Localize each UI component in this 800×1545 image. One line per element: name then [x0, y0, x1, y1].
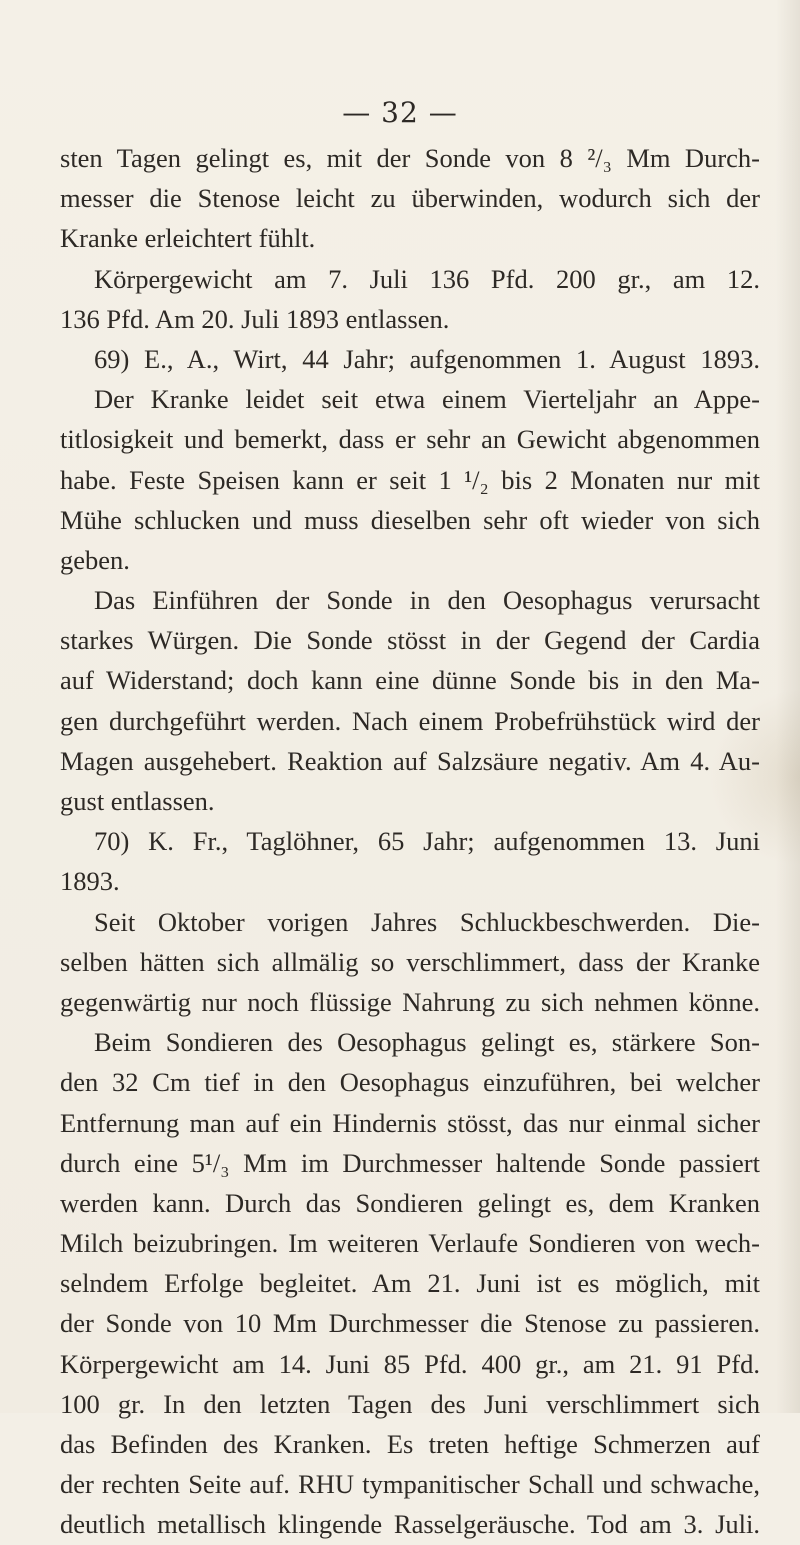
text-line: 69) E., A., Wirt, 44 Jahr; aufgenommen 1. August 1893. — [94, 343, 760, 374]
text-line: Das Einführen der Sonde in den Oesophagus verursacht — [94, 585, 760, 616]
text-line: werden kann. Durch das Sondieren gelingt es, dem Kranken — [60, 1187, 760, 1218]
text-line: Mühe schlucken und muss dieselben sehr oft wieder von sich — [60, 504, 760, 535]
text-line: der Sonde von 10 Mm Durchmesser die Stenose zu passieren. — [60, 1308, 760, 1339]
text-line: Körpergewicht am 14. Juni 85 Pfd. 400 gr., am 21. 91 Pfd. — [60, 1348, 760, 1379]
text-line: selndem Erfolge begleitet. Am 21. Juni ist es möglich, mit — [60, 1268, 760, 1299]
text-line: Seit Oktober vorigen Jahres Schluckbeschwerden. Die- — [94, 906, 760, 937]
text-line: geben. — [60, 544, 130, 575]
text-line: Magen ausgehebert. Reaktion auf Salzsäure negativ. Am 4. Au- — [60, 745, 760, 776]
text-line: Milch beizubringen. Im weiteren Verlaufe Sondieren von wech- — [60, 1228, 760, 1259]
text-line: 70) K. Fr., Taglöhner, 65 Jahr; aufgenommen 13. Juni — [94, 826, 760, 857]
text-line: 100 gr. In den letzten Tagen des Juni verschlimmert sich — [60, 1388, 760, 1419]
page-number: — 32 — — [342, 96, 458, 129]
text-line: gust entlassen. — [60, 786, 215, 816]
text-line: 1893. — [60, 866, 120, 897]
text-line: 136 Pfd. Am 20. Juli 1893 entlassen. — [60, 303, 450, 334]
text-line: gegenwärtig nur noch flüssige Nahrung zu sich nehmen könne. — [60, 986, 760, 1017]
text-line: titlosigkeit und bemerkt, dass er sehr an Gewicht abgenommen — [60, 424, 760, 455]
text-line: sten Tagen gelingt es, mit der Sonde von 8 ²/₃ Mm Durch- — [60, 143, 760, 173]
text-line: der rechten Seite auf. RHU tympanitischer Schall und schwache, — [60, 1469, 760, 1500]
text-line: den 32 Cm tief in den Oesophagus einzuführen, bei welcher — [60, 1067, 760, 1098]
text-line: messer die Stenose leicht zu überwinden, wodurch sich der — [60, 183, 760, 214]
page-edge-shadow — [776, 0, 800, 1413]
text-line: Der Kranke leidet seit etwa einem Vierteljahr an Appe- — [94, 384, 760, 415]
text-line: das Befinden des Kranken. Es treten heftige Schmerzen auf — [60, 1429, 760, 1459]
text-line: Beim Sondieren des Oesophagus gelingt es, stärkere Son- — [94, 1027, 760, 1058]
text-line: habe. Feste Speisen kann er seit 1 ¹/₂ bis 2 Monaten nur mit — [60, 464, 760, 495]
text-line: Körpergewicht am 7. Juli 136 Pfd. 200 gr., am 12. — [94, 263, 760, 294]
body-text — [60, 138, 760, 1545]
text-line: auf Widerstand; doch kann eine dünne Sonde bis in den Ma- — [60, 665, 760, 696]
text-line: gen durchgeführt werden. Nach einem Probefrühstück wird der — [60, 705, 760, 736]
text-line: starkes Würgen. Die Sonde stösst in der Gegend der Cardia — [60, 625, 760, 656]
text-line: Entfernung man auf ein Hindernis stösst, das nur einmal sicher — [60, 1107, 760, 1138]
text-line: Kranke erleichtert fühlt. — [60, 223, 316, 254]
text-line: durch eine 5¹/₃ Mm im Durchmesser haltende Sonde passiert — [60, 1147, 760, 1178]
text-line: selben hätten sich allmälig so verschlimmert, dass der Kranke — [60, 946, 760, 977]
text-line: deutlich metallisch klingende Rasselgeräusche. Tod am 3. Juli. — [60, 1509, 760, 1540]
